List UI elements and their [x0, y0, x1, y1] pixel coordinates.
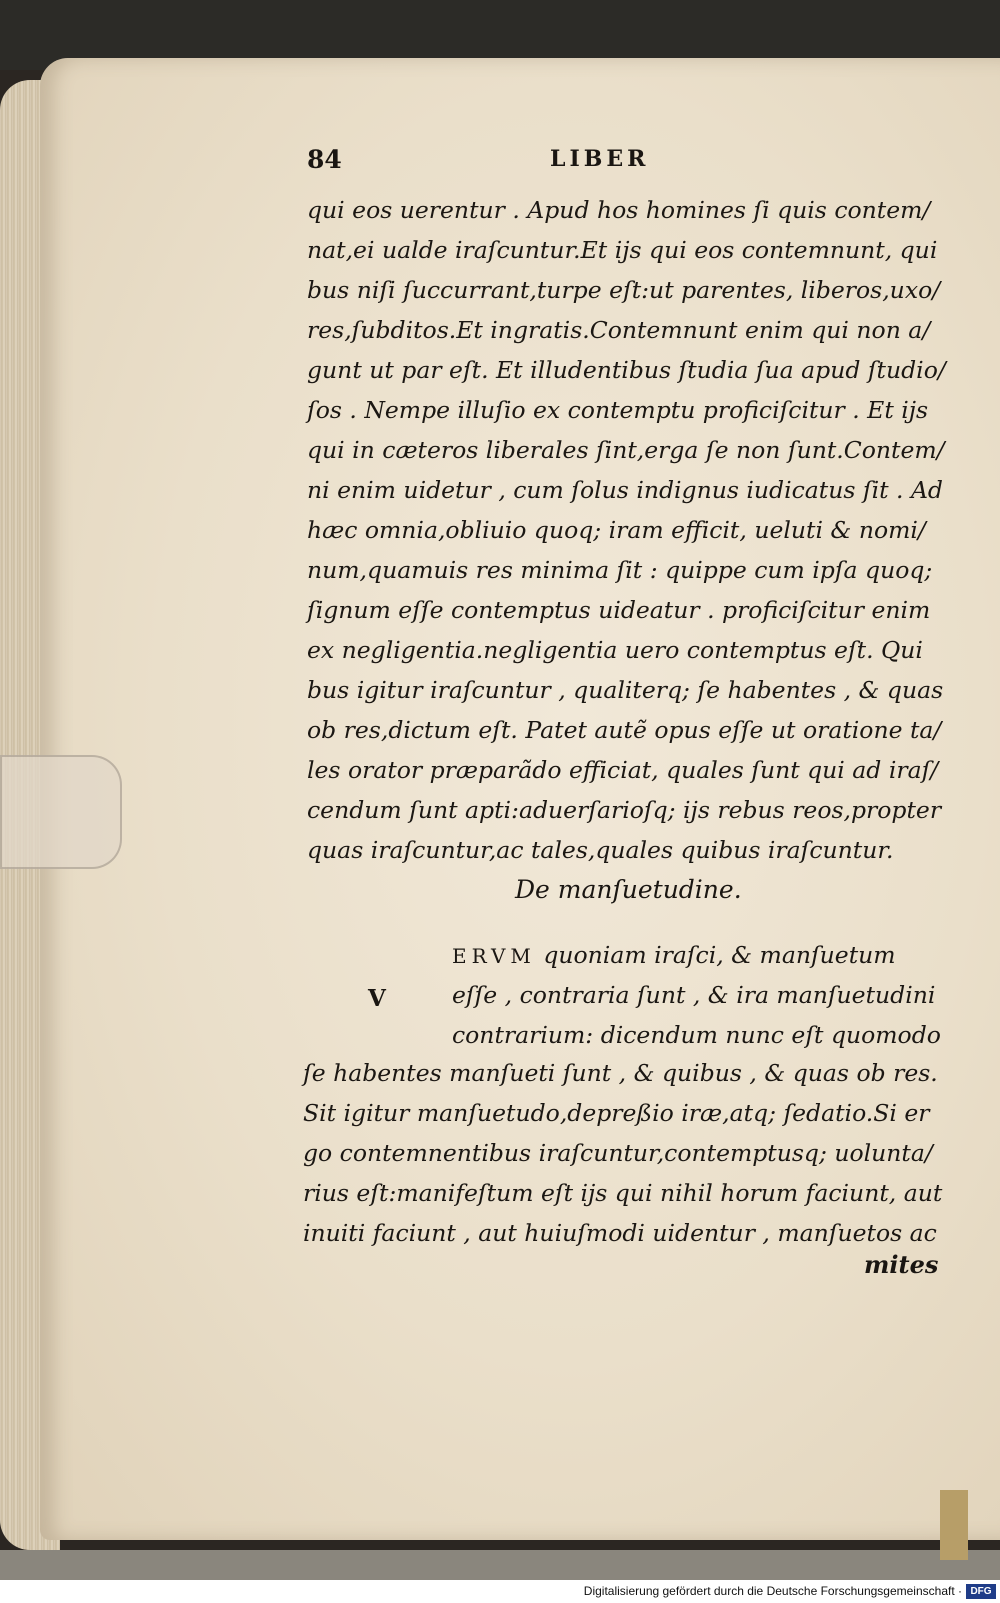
text-line: contrarium: dicendum nunc eſt quomodo [452, 1021, 941, 1049]
text-line: eſſe , contraria ſunt , & ira manſuetudini [452, 981, 936, 1009]
text-line: ex negligentia.negligentia uero contemptus eſt. Qui [307, 636, 923, 664]
running-head: LIBER [550, 146, 650, 172]
text-line: ſignum eſſe contemptus uideatur . proficiſcitur enim [307, 596, 931, 624]
text-line: ni enim uidetur , cum ſolus indignus iudicatus ſit . Ad [307, 476, 943, 504]
text-line: ob res,dictum eſt. Patet autẽ opus eſſe ut oratione ta/ [307, 716, 942, 744]
footer-bar [0, 1580, 1000, 1603]
opening-rest: quoniam iraſci, & manſuetum [535, 941, 896, 969]
text-line-opening [452, 935, 942, 975]
page-number: 84 [307, 145, 342, 174]
initial-letter: V [368, 985, 386, 1012]
text-line: ſos . Nempe illuſio ex contemptu proficiſcitur . Et ijs [307, 396, 929, 424]
color-ruler [940, 1490, 968, 1560]
scanner-background-bottom [0, 1550, 1000, 1580]
text-line: quas iraſcuntur,ac tales,quales quibus iraſcuntur. [307, 836, 894, 864]
catchword: mites [864, 1250, 939, 1279]
text-line: go contemnentibus iraſcuntur,contemptusq; uolunta/ [303, 1139, 933, 1167]
book-clamp [0, 755, 122, 869]
indented-text-block [452, 935, 942, 1055]
text-line: cendum ſunt apti:aduerſarioſq; ijs rebus reos,propter [307, 796, 942, 824]
text-line: hæc omnia,obliuio quoq; iram efficit, ueluti & nomi/ [307, 516, 926, 544]
text-line: bus igitur iraſcuntur , qualiterq; ſe habentes , & quas [307, 676, 944, 704]
text-line: bus niſi ſuccurrant,turpe eſt:ut parentes, liberos,uxo/ [307, 276, 941, 304]
body-text-block-2 [303, 1053, 943, 1253]
body-text-block-1 [307, 190, 947, 870]
funding-credit: Digitalisierung gefördert durch die Deutsche Forschungsgemeinschaft · [583, 1584, 962, 1598]
dfg-logo: DFG [966, 1584, 996, 1599]
text-line: gunt ut par eſt. Et illudentibus ſtudia ſua apud ſtudio/ [307, 356, 946, 384]
text-line: inuiti faciunt , aut huiuſmodi uidentur , manſuetos ac [303, 1219, 937, 1247]
section-title: De manſuetudine. [515, 875, 742, 904]
text-line: les orator præparãdo efficiat, quales ſunt qui ad iraſ/ [307, 756, 939, 784]
text-line: res,ſubditos.Et ingratis.Contemnunt enim qui non a/ [307, 316, 931, 344]
text-line: rius eſt:manifeſtum eſt ijs qui nihil horum faciunt, aut [303, 1179, 943, 1207]
text-line: qui in cæteros liberales ſint,erga ſe non ſunt.Contem/ [307, 436, 945, 464]
text-line: num,quamuis res minima ſit : quippe cum ipſa quoq; [307, 556, 933, 584]
text-line: Sit igitur manſuetudo,depreßio iræ,atq; ſedatio.Si er [303, 1099, 930, 1127]
text-line: nat,ei ualde iraſcuntur.Et ijs qui eos contemnunt, qui [307, 236, 938, 264]
text-line: ſe habentes manſueti ſunt , & quibus , & quas ob res. [303, 1059, 938, 1087]
text-line: qui eos uerentur . Apud hos homines ſi quis contem/ [307, 196, 931, 224]
small-caps-opening: ERVM [452, 944, 536, 968]
